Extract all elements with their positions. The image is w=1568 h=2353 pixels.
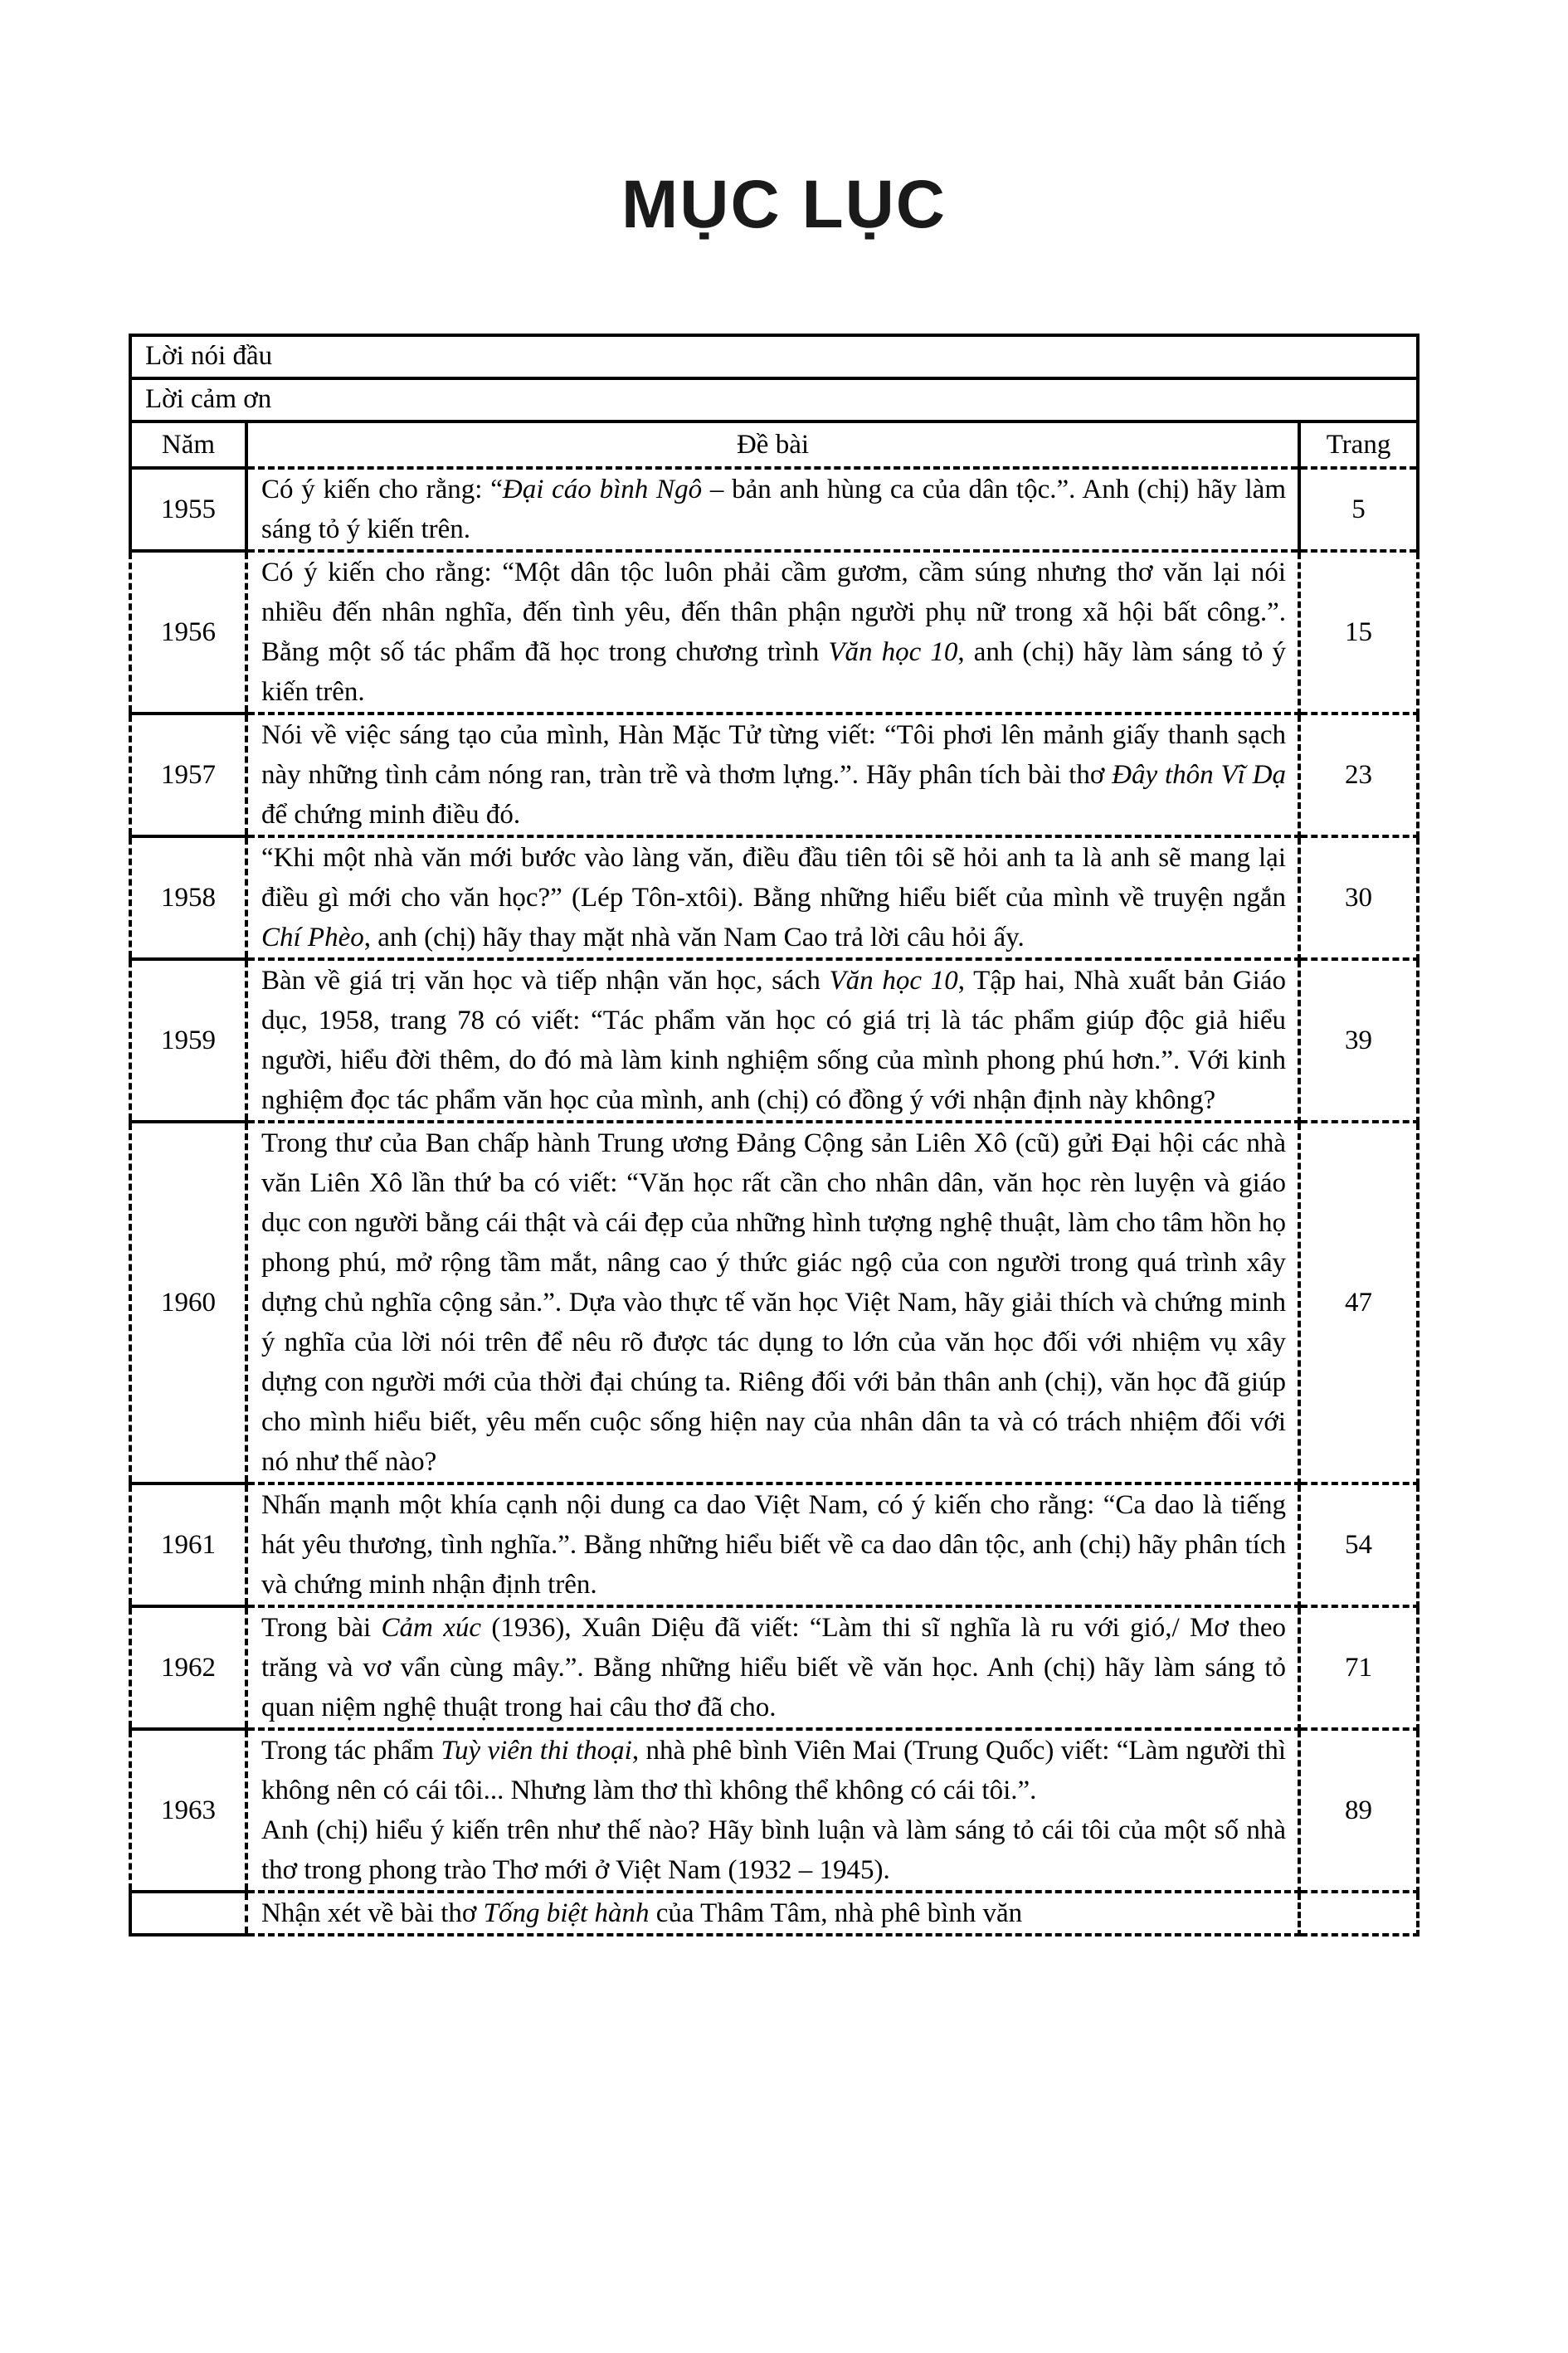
topic-text: “Khi một nhà văn mới bước vào làng văn, điều đầu tiên tôi sẽ hỏi anh ta là anh sẽ mang lại điều gì mới cho văn học?” (Lép Tôn-xtôi). Bằng những hiểu biết của mình về truyện ngắn: [261, 843, 1286, 913]
preface-label: Lời nói đầu: [130, 335, 1418, 378]
preface-row: [130, 335, 1418, 378]
topic-cell: [246, 836, 1299, 959]
topic-text: – bản anh hùng ca của dân tộc.”. Anh (chị) hãy làm sáng tỏ ý kiến trên.: [261, 475, 1286, 544]
column-header-year: Năm: [130, 421, 246, 468]
toc-header-row: [130, 421, 1418, 468]
year-cell: 1958: [130, 836, 246, 959]
page-number-cell: 47: [1299, 1122, 1418, 1483]
topic-cell: [246, 551, 1299, 714]
topic-text: , anh (chị) hãy làm sáng tỏ ý kiến trên.: [261, 637, 1286, 707]
toc-table-body: [130, 335, 1418, 1935]
toc-row: [130, 468, 1418, 551]
year-cell: [130, 1892, 246, 1935]
toc-table: [129, 334, 1419, 1936]
work-title-italic: Chí Phèo: [261, 923, 364, 952]
year-cell: 1963: [130, 1729, 246, 1892]
year-cell: 1956: [130, 551, 246, 714]
topic-text: Trong bài: [261, 1613, 382, 1643]
year-cell: 1961: [130, 1483, 246, 1606]
page-number-cell: 5: [1299, 468, 1418, 551]
acknowledgement-label: Lời cảm ơn: [130, 378, 1418, 421]
year-cell: 1959: [130, 959, 246, 1122]
year-cell: 1957: [130, 714, 246, 836]
work-title-italic: Văn học 10: [828, 637, 958, 667]
page-number-cell: 15: [1299, 551, 1418, 714]
topic-text: Có ý kiến cho rằng: “: [261, 475, 503, 504]
toc-row: [130, 1483, 1418, 1606]
page-number-cell: 30: [1299, 836, 1418, 959]
topic-text: , anh (chị) hãy thay mặt nhà văn Nam Cao trả lời câu hỏi ấy.: [363, 923, 1025, 952]
toc-row: [130, 551, 1418, 714]
toc-row: [130, 1122, 1418, 1483]
work-title-italic: Tống biệt hành: [483, 1898, 650, 1928]
acknowledgement-row: [130, 378, 1418, 421]
work-title-italic: Văn học 10: [829, 966, 958, 996]
topic-cell: [246, 1729, 1299, 1892]
column-header-page: Trang: [1299, 421, 1418, 468]
topic-text: , Tập hai, Nhà xuất bản Giáo dục, 1958, trang 78 có viết: “Tác phẩm văn học có giá trị là tác phẩm giúp độc giả hiểu người, hiểu đời thêm, do đó mà làm kinh nghiệm sống của mình phong phú hơn.”. Với kinh nghiệm đọc tác phẩm văn học của mình, anh (chị) có đồng ý với nhận định này không?: [261, 966, 1286, 1115]
topic-text: Trong thư của Ban chấp hành Trung ương Đảng Cộng sản Liên Xô (cũ) gửi Đại hội các nhà văn Liên Xô lần thứ ba có viết: “Văn học rất cần cho nhân dân, văn học rèn luyện và giáo dục con người bằng cái thật và cái đẹp của những hình tượng nghệ thuật, làm cho tâm hồn họ phong phú, mở rộng tầm mắt, nâng cao ý thức giác ngộ của con người trong quá trình xây dựng chủ nghĩa cộng sản.”. Dựa vào thực tế văn học Việt Nam, hãy giải thích và chứng minh ý nghĩa của lời nói trên để nêu rõ được tác dụng to lớn của văn học đối với nhiệm vụ xây dựng con người mới của thời đại chúng ta. Riêng đối với bản thân anh (chị), văn học đã giúp cho mình hiểu biết, yêu mến cuộc sống hiện nay của nhân dân ta và có trách nhiệm đối với nó như thế nào?: [261, 1128, 1286, 1477]
toc-row: [130, 1606, 1418, 1729]
topic-text: (1936), Xuân Diệu đã viết: “Làm thi sĩ nghĩa là ru với gió,/ Mơ theo trăng và vơ vẩn cùng mây.”. Bằng những hiểu biết về văn học. Anh (chị) hãy làm sáng tỏ quan niệm nghệ thuật trong hai câu thơ đã cho.: [261, 1613, 1286, 1722]
topic-text: Bàn về giá trị văn học và tiếp nhận văn học, sách: [261, 966, 830, 996]
year-cell: 1955: [130, 468, 246, 551]
topic-text: Nói về việc sáng tạo của mình, Hàn Mặc Tử từng viết: “Tôi phơi lên mảnh giấy thanh sạch này những tình cảm nóng ran, tràn trề và thơm lựng.”. Hãy phân tích bài thơ: [261, 720, 1286, 790]
topic-cell: [246, 959, 1299, 1122]
topic-text: Có ý kiến cho rằng: “Một dân tộc luôn phải cầm gươm, cầm súng nhưng thơ văn lại nói nhiều đến nhân nghĩa, đến tình yêu, đến thân phận người phụ nữ trong xã hội bất công.”. Bằng một số tác phẩm đã học trong chương trình: [261, 558, 1286, 667]
year-cell: 1960: [130, 1122, 246, 1483]
page-number-cell: 54: [1299, 1483, 1418, 1606]
toc-row: [130, 714, 1418, 836]
topic-text: của Thâm Tâm, nhà phê bình văn: [649, 1898, 1023, 1928]
page-number-cell: [1299, 1892, 1418, 1935]
topic-cell: [246, 1892, 1299, 1935]
toc-row: [130, 836, 1418, 959]
topic-cell: [246, 1122, 1299, 1483]
topic-text: Anh (chị) hiểu ý kiến trên như thế nào? Hãy bình luận và làm sáng tỏ cái tôi của một số nhà thơ trong phong trào Thơ mới ở Việt Nam (1932 – 1945).: [261, 1815, 1286, 1885]
page-number-cell: 71: [1299, 1606, 1418, 1729]
work-title-italic: Đây thôn Vĩ Dạ: [1112, 760, 1286, 790]
work-title-italic: Cảm xúc: [381, 1613, 482, 1643]
topic-cell: [246, 1606, 1299, 1729]
topic-cell: [246, 714, 1299, 836]
page-title: MỤC LỤC: [621, 167, 947, 242]
topic-cell: [246, 1483, 1299, 1606]
topic-text: Nhấn mạnh một khía cạnh nội dung ca dao Việt Nam, có ý kiến cho rằng: “Ca dao là tiếng hát yêu thương, tình nghĩa.”. Bằng những hiểu biết về ca dao dân tộc, anh (chị) hãy phân tích và chứng minh nhận định trên.: [261, 1490, 1286, 1600]
topic-cell: [246, 468, 1299, 551]
work-title-italic: Đại cáo bình Ngô: [502, 475, 703, 504]
page-number-cell: 89: [1299, 1729, 1418, 1892]
toc-row: [130, 1892, 1418, 1935]
page-number-cell: 23: [1299, 714, 1418, 836]
toc-row: [130, 1729, 1418, 1892]
toc-row: [130, 959, 1418, 1122]
page-number-cell: 39: [1299, 959, 1418, 1122]
work-title-italic: Tuỳ viên thi thoại: [441, 1736, 632, 1766]
year-cell: 1962: [130, 1606, 246, 1729]
topic-text: Nhận xét về bài thơ: [261, 1898, 484, 1928]
topic-text: để chứng minh điều đó.: [261, 800, 521, 830]
topic-text: , nhà phê bình Viên Mai (Trung Quốc) viết: “Làm người thì không nên có cái tôi... Nhưng làm thơ thì không thể không có cái tôi.”.: [261, 1736, 1287, 1805]
column-header-topic: Đề bài: [246, 421, 1299, 468]
topic-text: Trong tác phẩm: [261, 1736, 441, 1766]
